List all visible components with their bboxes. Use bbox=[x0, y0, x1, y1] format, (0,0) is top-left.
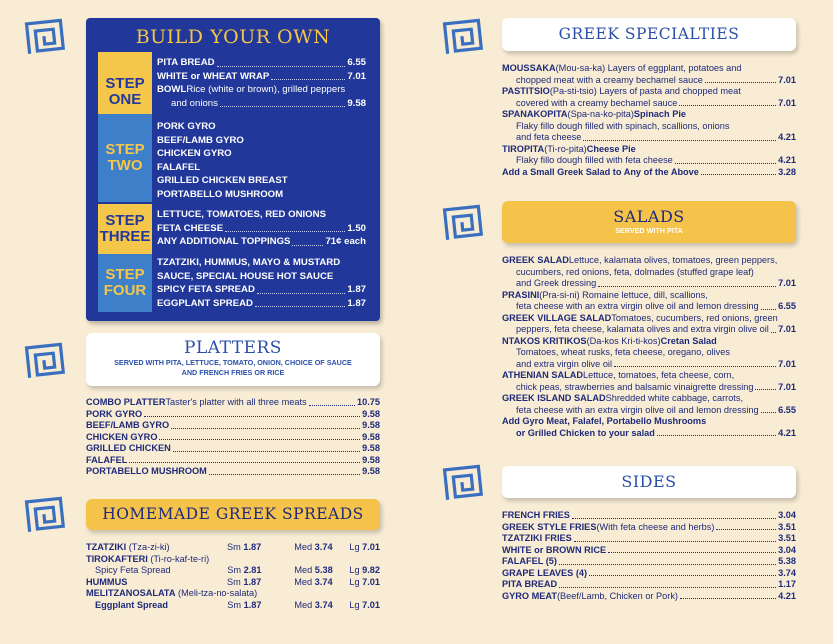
menu-item-detail: feta cheese with an extra virgin olive oil and lemon dressing 6.55 bbox=[516, 404, 796, 415]
greek-key-icon bbox=[22, 340, 70, 382]
menu-item: TIROPITA (Ti-ro-pita) Cheese Pie bbox=[502, 143, 636, 154]
menu-item: ATHENIAN SALAD Lettuce, tomatoes, feta cheese, corn, bbox=[502, 370, 735, 380]
menu-item: PORK GYRO 9.58 bbox=[86, 408, 380, 419]
option-line: LETTUCE, TOMATOES, RED ONIONS bbox=[157, 209, 326, 220]
spreads-banner bbox=[86, 499, 380, 530]
menu-item: FALAFEL 9.58 bbox=[86, 454, 380, 465]
menu-item-detail: peppers, feta cheese, kalamata olives and extra virgin olive oil 7.01 bbox=[516, 324, 796, 334]
menu-item: Add a Small Greek Salad to Any of the Above 3.28 bbox=[502, 166, 796, 177]
menu-item-detail: feta cheese with an extra virgin olive oil and lemon dressing 6.55 bbox=[516, 301, 796, 311]
build-your-own-title: BUILD YOUR OWN bbox=[135, 26, 331, 48]
greek-key-icon bbox=[440, 16, 488, 58]
option-line: FALAFEL bbox=[157, 161, 201, 173]
specialties-banner bbox=[502, 18, 796, 51]
greek-key-icon bbox=[22, 16, 70, 58]
step-four-label: STEP FOUR bbox=[98, 254, 152, 312]
option-line: WHITE or WHEAT WRAP 7.01 bbox=[157, 70, 366, 82]
option-line: ANY ADDITIONAL TOPPINGS 71¢ each bbox=[157, 236, 366, 248]
step-one-label: STEP ONE bbox=[98, 52, 152, 132]
menu-item: SPANAKOPITA (Spa-na-ko-pita) Spinach Pie bbox=[502, 109, 686, 119]
option-line: GRILLED CHICKEN BREAST bbox=[157, 175, 288, 187]
salads-title: SALADS bbox=[613, 207, 685, 226]
menu-item: Add Gyro Meat, Falafel, Portabello Mushrooms bbox=[502, 416, 707, 426]
option-line: and onions 9.58 bbox=[171, 97, 366, 109]
menu-item: GREEK SALAD Lettuce, kalamata olives, tomatoes, green peppers, bbox=[502, 255, 778, 265]
menu-item: GRAPE LEAVES (4) 3.74 bbox=[502, 567, 796, 578]
step-four-options bbox=[152, 254, 366, 312]
step-four bbox=[98, 254, 366, 312]
option-line: SAUCE, SPECIAL HOUSE HOT SAUCE bbox=[157, 270, 334, 282]
menu-item-detail: or Grilled Chicken to your salad 4.21 bbox=[516, 427, 796, 438]
spread-item: MELITZANOSALATA (Meli-tza-no-salata) bbox=[86, 588, 258, 598]
menu-item: CHICKEN GYRO 9.58 bbox=[86, 431, 380, 442]
menu-item: GREEK ISLAND SALAD Shredded white cabbage, carrots, bbox=[502, 393, 744, 403]
option-line: PORTABELLO MUSHROOM bbox=[157, 188, 284, 200]
menu-item: PITA BREAD 1.17 bbox=[502, 579, 796, 589]
menu-item: GREEK STYLE FRIES (With feta cheese and herbs) 3.51 bbox=[502, 521, 796, 532]
spread-item-detail: Eggplant Spread Sm 1.87 Med 3.74 Lg 7.01 bbox=[95, 599, 381, 610]
option-line: CHICKEN GYRO bbox=[157, 148, 232, 160]
option-line: TZATZIKI, HUMMUS, MAYO & MUSTARD bbox=[157, 257, 341, 268]
menu-item-detail: and Greek dressing 7.01 bbox=[516, 278, 796, 288]
option-line: PITA BREAD 6.55 bbox=[157, 57, 366, 68]
option-line: BOWL Rice (white or brown), grilled peppers bbox=[157, 84, 346, 96]
step-two-options bbox=[152, 114, 366, 202]
menu-item: MOUSSAKA (Mou-sa-ka) Layers of eggplant, potatoes and bbox=[502, 63, 742, 73]
platters-subtitle-2: AND FRENCH FRIES OR RICE bbox=[181, 368, 285, 377]
menu-item: BEEF/LAMB GYRO 9.58 bbox=[86, 420, 380, 430]
menu-item: WHITE or BROWN RICE 3.04 bbox=[502, 544, 796, 555]
menu-item: GRILLED CHICKEN 9.58 bbox=[86, 443, 380, 453]
menu-item-detail: and feta cheese 4.21 bbox=[516, 132, 796, 142]
menu-item-detail: covered with a creamy bechamel sauce 7.01 bbox=[516, 97, 796, 108]
menu-item: PASTITSIO (Pa-sti-tsio) Layers of pasta and chopped meat bbox=[502, 86, 741, 96]
spread-item: HUMMUS Sm 1.87 Med 3.74 Lg 7.01 bbox=[86, 576, 381, 587]
step-three bbox=[98, 204, 366, 254]
option-line: EGGPLANT SPREAD 1.87 bbox=[157, 297, 366, 309]
platters-list bbox=[86, 397, 380, 478]
menu-item: TZATZIKI FRIES 3.51 bbox=[502, 533, 796, 543]
menu-item: GREEK VILLAGE SALAD Tomatoes, cucumbers, red onions, green bbox=[502, 312, 778, 323]
sides-banner bbox=[502, 466, 796, 498]
menu-item: COMBO PLATTER Taster's platter with all three meats 10.75 bbox=[86, 397, 380, 407]
menu-item-detail: chick peas, strawberries and balsamic vinaigrette dressing 7.01 bbox=[516, 381, 796, 392]
menu-item: PORTABELLO MUSHROOM 9.58 bbox=[86, 466, 380, 476]
platters-banner bbox=[86, 333, 380, 386]
specialties-list bbox=[502, 63, 796, 178]
spreads-list bbox=[86, 542, 380, 611]
step-two bbox=[98, 114, 366, 202]
salads-subtitle: SERVED WITH PITA bbox=[615, 226, 683, 235]
menu-item-detail: chopped meat with a creamy bechamel sauce 7.01 bbox=[516, 74, 796, 85]
option-line: PORK GYRO bbox=[157, 121, 216, 132]
option-line: FETA CHEESE 1.50 bbox=[157, 222, 366, 234]
menu-item: GYRO MEAT (Beef/Lamb, Chicken or Pork) 4.21 bbox=[502, 590, 796, 601]
menu-item: PRASINI (Pra-si-ni) Romaine lettuce, dill, scallions, bbox=[502, 289, 708, 300]
step-three-options bbox=[152, 204, 366, 254]
spread-item-detail: Spicy Feta Spread Sm 2.81 Med 5.38 Lg 9.82 bbox=[95, 565, 381, 575]
platters-title: PLATTERS bbox=[184, 338, 282, 358]
salads-list bbox=[502, 255, 796, 439]
sides-list bbox=[502, 510, 796, 602]
option-line: SPICY FETA SPREAD 1.87 bbox=[157, 284, 366, 296]
option-line: BEEF/LAMB GYRO bbox=[157, 134, 244, 146]
menu-item: FRENCH FRIES 3.04 bbox=[502, 510, 796, 520]
spreads-title: HOMEMADE GREEK SPREADS bbox=[102, 505, 364, 523]
build-your-own-panel bbox=[86, 18, 380, 321]
greek-key-icon bbox=[440, 202, 488, 244]
spread-item: TIROKAFTERI (Ti-ro-kaf-te-ri) bbox=[86, 553, 210, 564]
menu-item-detail: Flaky fillo dough filled with feta cheese 4.21 bbox=[516, 155, 796, 165]
menu-item-detail: Tomatoes, wheat rusks, feta cheese, oregano, olives bbox=[516, 347, 730, 357]
platters-subtitle: SERVED WITH PITA, LETTUCE, TOMATO, ONION, CHOICE OF SAUCE bbox=[114, 358, 352, 367]
menu-item-detail: cucumbers, red onions, feta, dolmades (stuffed grape leaf) bbox=[516, 266, 754, 277]
greek-key-icon bbox=[22, 494, 70, 536]
step-two-label: STEP TWO bbox=[98, 114, 152, 202]
menu-item-detail: and extra virgin olive oil 7.01 bbox=[516, 358, 796, 369]
greek-key-icon bbox=[440, 462, 488, 504]
menu-item: NTAKOS KRITIKOS (Da-kos Kri-ti-kos) Cretan Salad bbox=[502, 335, 717, 346]
spread-item: TZATZIKI (Tza-zi-ki) Sm 1.87 Med 3.74 Lg 7.01 bbox=[86, 542, 381, 552]
menu-item: FALAFEL (5) 5.38 bbox=[502, 556, 796, 566]
sides-title: SIDES bbox=[621, 472, 677, 491]
specialties-title: GREEK SPECIALTIES bbox=[558, 25, 740, 43]
salads-banner bbox=[502, 201, 796, 243]
menu-item-detail: Flaky fillo dough filled with spinach, scallions, onions bbox=[516, 120, 730, 131]
step-three-label: STEP THREE bbox=[98, 204, 152, 254]
